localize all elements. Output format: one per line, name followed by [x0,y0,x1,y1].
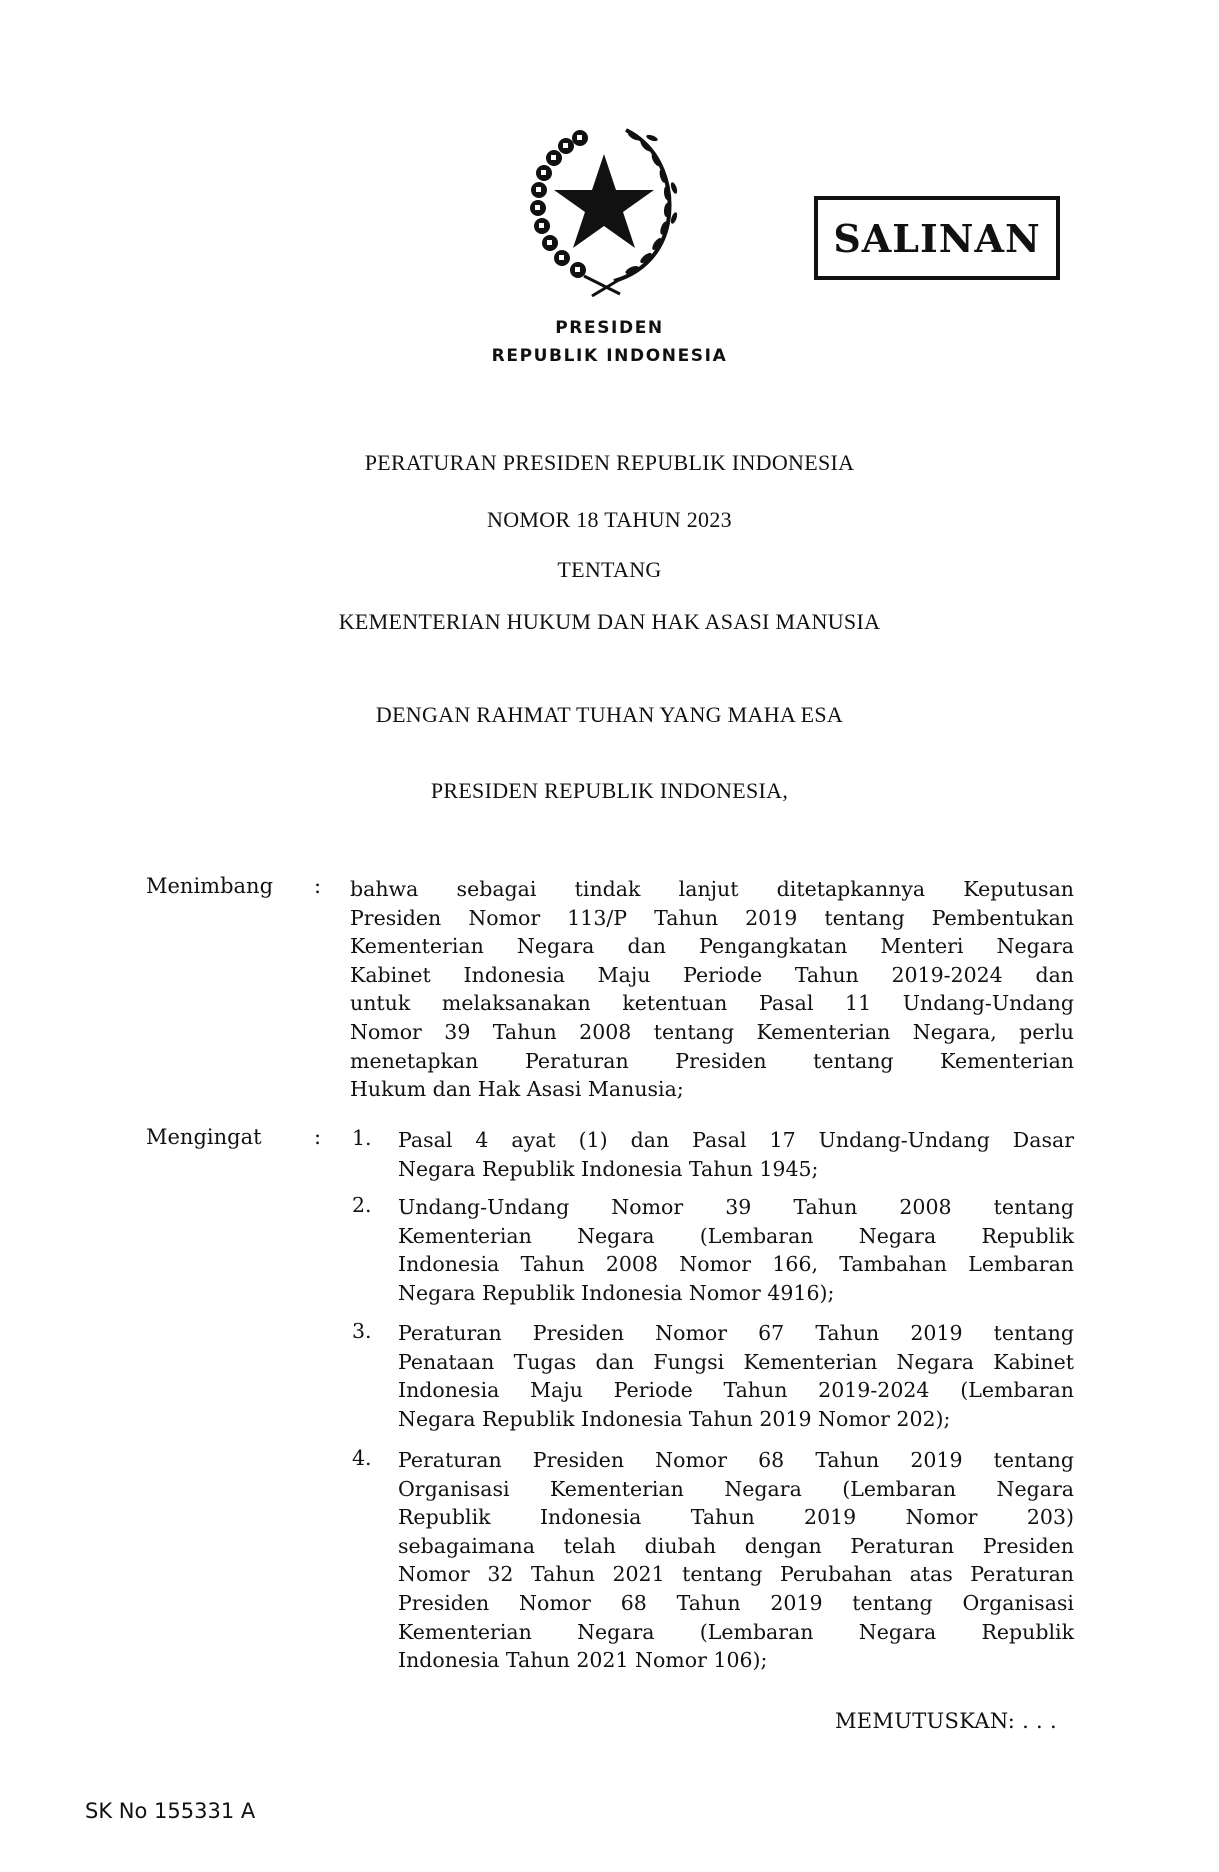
mengingat-line: Indonesia Tahun 2021 Nomor 106); [398,1648,768,1673]
institution-line-2: REPUBLIK INDONESIA [491,346,728,366]
presidential-emblem-icon [522,118,692,298]
mengingat-item-number: 4. [352,1446,372,1470]
mengingat-line: Kementerian Negara (Lembaran Negara Republik [398,1619,1074,1644]
salinan-label: SALINAN [833,215,1041,261]
mengingat-item-number: 1. [352,1126,372,1150]
mengingat-line: sebagaimana telah diubah dengan Peraturan Presiden [398,1533,1074,1558]
mengingat-line: Indonesia Tahun 2008 Nomor 166, Tambahan Lembaran [398,1252,1074,1277]
mengingat-item-number: 3. [352,1319,372,1343]
menimbang-line: Kementerian Negara dan Pengangkatan Menteri Negara [350,934,1074,959]
menimbang-label: Menimbang [146,874,274,898]
menimbang-line: Presiden Nomor 113/P Tahun 2019 tentang Pembentukan [350,905,1074,930]
mengingat-line: Presiden Nomor 68 Tahun 2019 tentang Organisasi [398,1590,1074,1615]
sk-number: SK No 155331 A [85,1799,256,1823]
regulation-number: NOMOR 18 TAHUN 2023 [487,507,732,532]
mengingat-line: Kementerian Negara (Lembaran Negara Republik [398,1223,1074,1248]
mengingat-line: Undang-Undang Nomor 39 Tahun 2008 tentang [398,1195,1074,1219]
menimbang-line: untuk melaksanakan ketentuan Pasal 11 Undang-Undang [350,991,1074,1016]
mengingat-line: Peraturan Presiden Nomor 68 Tahun 2019 tentang [398,1448,1074,1472]
mengingat-colon: : [314,1125,322,1149]
invocation: DENGAN RAHMAT TUHAN YANG MAHA ESA [375,702,844,727]
mengingat-line: Negara Republik Indonesia Tahun 2019 Nomor 202); [398,1406,951,1431]
menimbang-line: Kabinet Indonesia Maju Periode Tahun 2019-2024 dan [350,962,1074,987]
mengingat-line: Negara Republik Indonesia Nomor 4916); [398,1280,835,1305]
menimbang-line: Nomor 39 Tahun 2008 tentang Kementerian Negara, perlu [350,1019,1074,1044]
mengingat-line: Pasal 4 ayat (1) dan Pasal 17 Undang-Undang Dasar [398,1128,1074,1152]
menimbang-line: Hukum dan Hak Asasi Manusia; [350,1077,684,1102]
issuer: PRESIDEN REPUBLIK INDONESIA, [430,778,789,803]
continuation-marker: MEMUTUSKAN: . . . [835,1709,1057,1733]
mengingat-line: Negara Republik Indonesia Tahun 1945; [398,1156,819,1181]
mengingat-item-2 [398,1193,1074,1307]
mengingat-line: Penataan Tugas dan Fungsi Kementerian Negara Kabinet [398,1349,1074,1374]
mengingat-label: Mengingat [146,1125,262,1149]
menimbang-text [350,875,1074,1104]
mengingat-item-number: 2. [352,1193,372,1217]
regulation-about: TENTANG [557,557,662,582]
mengingat-line: Indonesia Maju Periode Tahun 2019-2024 (Lembaran [398,1378,1074,1403]
menimbang-colon: : [314,874,322,898]
menimbang-line: menetapkan Peraturan Presiden tentang Kementerian [350,1048,1074,1073]
regulation-title: PERATURAN PRESIDEN REPUBLIK INDONESIA [364,450,855,475]
regulation-subject: KEMENTERIAN HUKUM DAN HAK ASASI MANUSIA [338,609,881,634]
mengingat-item-3 [398,1319,1074,1433]
mengingat-line: Nomor 32 Tahun 2021 tentang Perubahan atas Peraturan [398,1562,1074,1587]
mengingat-line: Peraturan Presiden Nomor 67 Tahun 2019 tentang [398,1321,1074,1345]
salinan-stamp [814,196,1060,280]
mengingat-line: Republik Indonesia Tahun 2019 Nomor 203) [398,1505,1074,1530]
mengingat-item-1 [398,1126,1074,1183]
mengingat-line: Organisasi Kementerian Negara (Lembaran Negara [398,1476,1074,1501]
menimbang-line: bahwa sebagai tindak lanjut ditetapkannya Keputusan [350,877,1074,901]
mengingat-item-4 [398,1446,1074,1675]
institution-line-1: PRESIDEN [555,318,664,338]
